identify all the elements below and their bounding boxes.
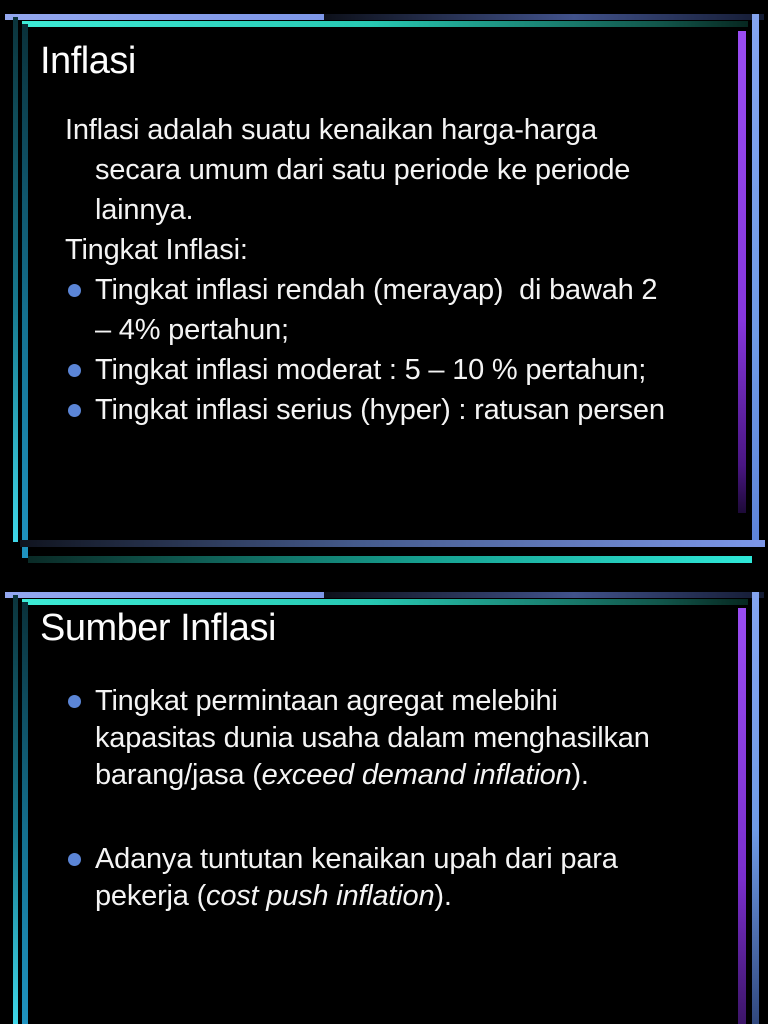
text-segment: Tingkat inflasi serius (hyper) : ratusan persen <box>95 394 665 426</box>
slide-title: Sumber Inflasi <box>40 607 276 649</box>
text-line <box>0 350 738 390</box>
text-segment: Tingkat Inflasi: <box>65 234 248 266</box>
text-segment: lainnya. <box>95 194 194 226</box>
italic-text: cost push inflation <box>206 880 435 912</box>
frame-teal-top-line <box>22 599 748 605</box>
slide-body <box>0 683 738 915</box>
slide-body <box>0 110 738 430</box>
text-line <box>0 720 738 757</box>
text-line <box>0 310 738 350</box>
text-line <box>0 757 738 794</box>
text-line <box>0 150 738 190</box>
slide-sumber-inflasi <box>0 585 768 1024</box>
text-paragraph <box>0 110 738 230</box>
frame-teal-bottom-line <box>28 556 752 563</box>
text-segment: ). <box>571 759 589 791</box>
frame-blue-right-line <box>752 592 759 1024</box>
bullet-item <box>0 683 738 794</box>
bullet-item <box>0 270 738 350</box>
text-segment: barang/jasa ( <box>95 759 262 791</box>
italic-text: exceed demand inflation <box>261 759 572 791</box>
bullet-icon <box>68 284 81 297</box>
bullet-icon <box>68 853 81 866</box>
bullet-icon <box>68 364 81 377</box>
bullet-item <box>0 350 738 390</box>
text-segment: Adanya tuntutan kenaikan upah dari para <box>95 843 618 875</box>
frame-purple-right-line <box>738 31 746 513</box>
text-segment: Tingkat permintaan agregat melebihi <box>95 685 558 717</box>
slide-inflasi <box>0 5 768 568</box>
text-segment: Tingkat inflasi moderat : 5 – 10 % pertahun; <box>95 354 647 386</box>
text-line <box>0 110 738 150</box>
frame-blue-top-line <box>5 592 764 598</box>
text-segment: Inflasi adalah suatu kenaikan harga-harga <box>65 114 597 146</box>
bullet-item <box>0 390 738 430</box>
text-segment: Tingkat inflasi rendah (merayap) di bawah 2 <box>95 274 658 306</box>
text-line <box>0 390 738 430</box>
text-segment: secara umum dari satu periode ke periode <box>95 154 631 186</box>
frame-blue-bottom-line <box>20 540 765 547</box>
text-segment: ). <box>434 880 452 912</box>
text-segment: pekerja ( <box>95 880 207 912</box>
text-line <box>0 190 738 230</box>
text-line <box>0 270 738 310</box>
text-line <box>0 230 738 270</box>
bullet-icon <box>68 695 81 708</box>
frame-blue-top-line <box>5 14 764 20</box>
frame-blue-right-line <box>752 14 759 545</box>
text-segment: kapasitas dunia usaha dalam menghasilkan <box>95 722 650 754</box>
text-paragraph <box>0 230 738 270</box>
text-line <box>0 841 738 878</box>
bullet-item <box>0 841 738 915</box>
text-line <box>0 683 738 720</box>
text-segment: – 4% pertahun; <box>95 314 289 346</box>
frame-teal-top-line <box>22 21 748 27</box>
bullet-icon <box>68 404 81 417</box>
text-line <box>0 878 738 915</box>
frame-purple-right-line <box>738 608 746 1024</box>
slide-title: Inflasi <box>40 40 136 82</box>
